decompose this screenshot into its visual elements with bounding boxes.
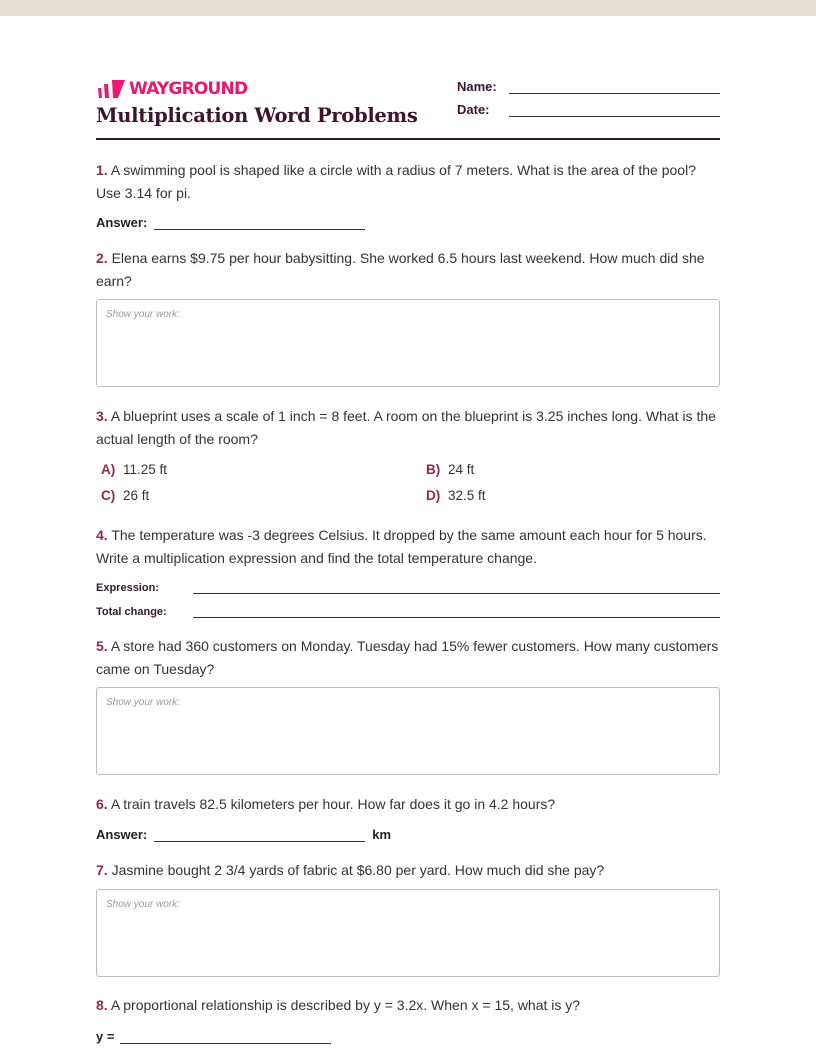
question-8 [96,994,722,1017]
answer-row-8 [96,1024,331,1044]
question-text: A swimming pool is shaped like a circle with a radius of 7 meters. What is the area of the pool? Use 3.14 for pi. [96,162,696,201]
question-text: The temperature was -3 degrees Celsius. It dropped by the same amount each hour for 5 hours. Write a multiplication expression and find the total temperature change. [96,527,707,566]
name-row [457,76,720,94]
question-4 [96,524,722,569]
question-1 [96,159,722,204]
work-box-7[interactable] [96,889,720,977]
total-change-row [96,600,720,618]
expression-field[interactable] [193,584,720,594]
question-number: 8. [96,997,108,1013]
answer-field-8[interactable] [120,1030,331,1044]
brand-logo [96,79,247,99]
name-field[interactable] [509,82,720,94]
total-change-label: Total change: [96,606,167,618]
choice-letter: D) [426,487,441,503]
question-5 [96,635,722,680]
date-label: Date: [457,102,490,117]
page-title: Multiplication Word Problems [96,104,418,127]
choice-d[interactable] [426,486,486,504]
question-number: 3. [96,408,108,424]
question-number: 5. [96,638,108,654]
answer-field-6[interactable] [154,828,365,842]
answer-field-1[interactable] [154,216,365,230]
brand-name: WAYGROUND [129,79,248,99]
work-hint: Show your work: [106,899,180,910]
answer-label: Answer: [96,827,148,842]
choice-letter: C) [101,487,116,503]
expression-row [96,576,720,594]
choice-text: 24 ft [448,461,475,477]
answer-label: y = [96,1029,115,1044]
name-label: Name: [457,79,497,94]
choice-b[interactable] [426,460,474,478]
date-field[interactable] [509,105,720,117]
top-border-bar [0,0,816,16]
total-change-field[interactable] [193,608,720,618]
question-text: A train travels 82.5 kilometers per hour. How far does it go in 4.2 hours? [110,796,556,812]
choice-text: 11.25 ft [123,461,168,477]
answer-row-1 [96,210,365,230]
wayground-logo-icon [96,80,126,98]
question-text: Jasmine bought 2 3/4 yards of fabric at $6.80 per yard. How much did she pay? [111,862,605,878]
question-number: 7. [96,862,108,878]
work-box-5[interactable] [96,687,720,775]
question-number: 6. [96,796,108,812]
work-hint: Show your work: [106,697,180,708]
work-box-2[interactable] [96,299,720,387]
answer-label: Answer: [96,215,148,230]
question-2 [96,247,722,292]
question-3 [96,405,722,450]
question-text: Elena earns $9.75 per hour babysitting. She worked 6.5 hours last weekend. How much did she earn? [96,250,705,289]
question-number: 1. [96,162,108,178]
choice-c[interactable] [101,486,149,504]
unit-label: km [372,827,392,842]
choice-letter: A) [101,461,116,477]
work-hint: Show your work: [106,309,180,320]
choice-letter: B) [426,461,441,477]
expression-label: Expression: [96,582,159,594]
choice-text: 26 ft [123,487,150,503]
question-7 [96,859,722,882]
question-number: 4. [96,527,108,543]
question-text: A store had 360 customers on Monday. Tuesday had 15% fewer customers. How many customers came on Tuesday? [96,638,719,677]
question-number: 2. [96,250,108,266]
choice-text: 32.5 ft [448,487,486,503]
answer-row-6 [96,822,391,842]
header-divider [96,138,720,140]
question-text: A proportional relationship is described by y = 3.2x. When x = 15, what is y? [110,997,581,1013]
question-6 [96,793,722,816]
question-text: A blueprint uses a scale of 1 inch = 8 feet. A room on the blueprint is 3.25 inches long. What is the actual length of the room? [96,408,716,447]
choice-a[interactable] [101,460,167,478]
date-row [457,99,720,117]
